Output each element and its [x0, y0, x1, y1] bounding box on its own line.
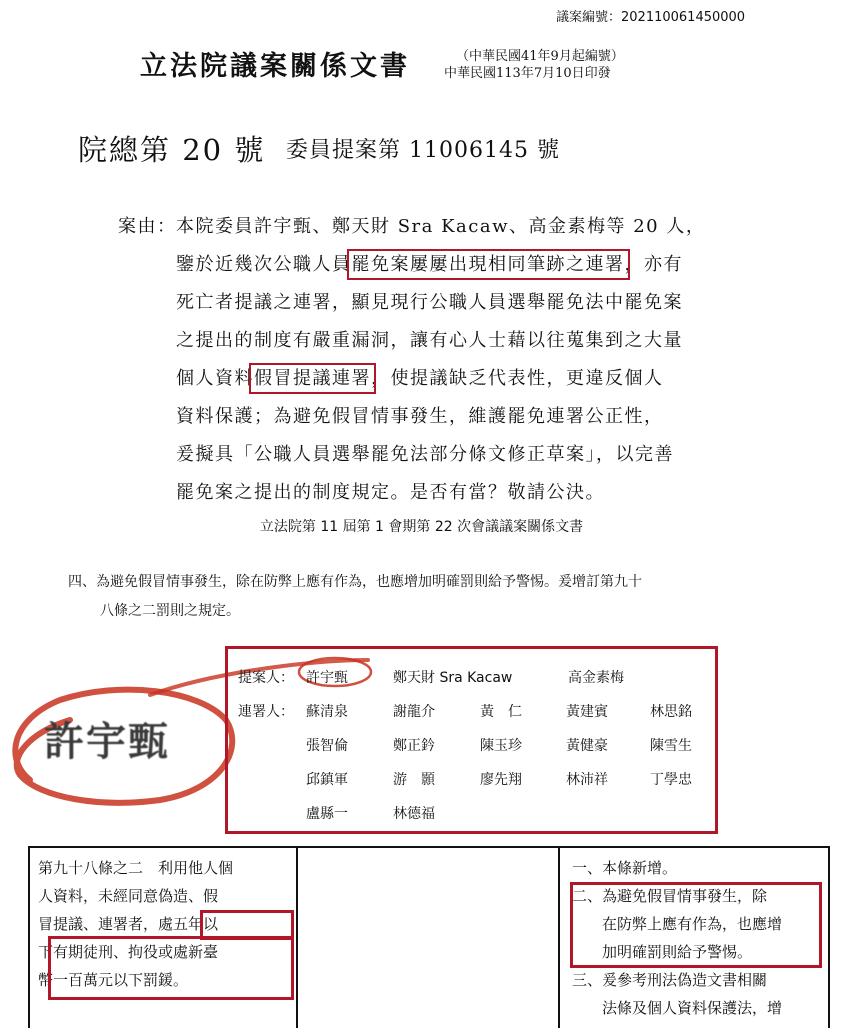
reason-line: 鑒於近幾次公職人員罷免案屢屢出現相同筆跡之連署，亦有 [176, 254, 683, 275]
highlight-penalty [48, 936, 294, 1000]
bill-serial-number: 議案編號：202110061450000 [556, 10, 746, 25]
cosigner-name: 謝龍介 [393, 704, 435, 720]
highlight-fake-signature: 假冒提議連署 [254, 368, 371, 389]
print-date: 中華民國113年7月10日印發 [444, 66, 611, 81]
proposer-name: 許宇甄 [306, 670, 348, 686]
reason-label: 案由： [118, 216, 177, 237]
reason-line: 罷免案之提出的制度規定。是否有當？敬請公決。 [176, 482, 605, 503]
cosigner-name: 黃 仁 [480, 704, 522, 720]
general-number: 院總第 20 號 [78, 133, 266, 167]
cosigner-label: 連署人： [238, 704, 294, 720]
cosigner-name: 林德福 [393, 806, 435, 822]
reason-line: 爰擬具「公職人員選舉罷免法部分條文修正草案」，以完善 [176, 444, 674, 465]
cosigner-name: 林沛祥 [566, 772, 608, 788]
edition-note: （中華民國41年9月起編號） [456, 49, 624, 64]
table-border-left [28, 848, 30, 1028]
table-border-right [828, 848, 830, 1028]
reason-line: 個人資料假冒提議連署，使提議缺乏代表性，更違反個人 [176, 368, 664, 389]
cosigner-name: 盧縣一 [306, 806, 348, 822]
cosigner-name: 黃建賓 [566, 704, 608, 720]
cosigner-name: 游 顥 [393, 772, 435, 788]
cosigner-name: 邱鎮軍 [306, 772, 348, 788]
proposer-name: 高金素梅 [568, 670, 624, 686]
session-footer: 立法院第 11 屆第 1 會期第 22 次會議議案關係文書 [259, 519, 584, 535]
article-text: 第九十八條之二 利用他人個 人資料，未經同意偽造、假 冒提議、連署者，處五年以 下有期徒刑、拘役或處新臺 幣一百萬元以下罰鍰。 [38, 859, 234, 989]
cosigner-name: 蘇清泉 [306, 704, 348, 720]
reason-line: 之提出的制度有嚴重漏洞，讓有心人士藉以往蒐集到之大量 [176, 330, 683, 351]
amendment-table [28, 846, 830, 1028]
cosigner-name: 廖先翔 [480, 772, 522, 788]
cosigner-name: 丁學忠 [650, 772, 692, 788]
proposal-number: 委員提案第 11006145 號 [286, 138, 560, 163]
signatory-box [225, 646, 718, 834]
cosigner-name: 鄭正鈐 [393, 738, 435, 754]
table-divider [296, 848, 298, 1028]
highlight-same-handwriting: 罷免案屢屢出現相同筆跡之連署 [351, 254, 625, 275]
reason-line: 死亡者提議之連署，顯見現行公職人員選舉罷免法中罷免案 [176, 292, 683, 313]
highlight-explanation [570, 882, 822, 968]
document-title: 立法院議案關係文書 [140, 51, 410, 82]
reason-line: 本院委員許宇甄、鄭天財 Sra Kacaw、高金素梅等 20 人， [176, 216, 706, 237]
cosigner-name: 林思銘 [650, 704, 692, 720]
cosigner-name: 張智倫 [306, 738, 348, 754]
cosigner-name: 陳雪生 [650, 738, 692, 754]
explanation-text: 一、本條新增。 二、為避免假冒情事發生，除 在防弊上應有作為，也應增 加明確罰則給予警惕。 三、爰參考刑法偽造文書相關 法條及個人資料保護法，增 [572, 859, 783, 1017]
proposer-name: 鄭天財 Sra Kacaw [393, 670, 513, 686]
proposer-label: 提案人： [238, 670, 294, 686]
case-reason [118, 212, 778, 502]
reason-line: 資料保護；為避免假冒情事發生，維護罷免連署公正性， [176, 406, 664, 427]
item-four: 四、為避免假冒情事發生，除在防弊上應有作為，也應增加明確罰則給予警惕。爰增訂第九十 八條之二罰則之規定。 [68, 574, 642, 619]
cosigner-name: 黃健豪 [566, 738, 608, 754]
cosigner-name: 陳玉珍 [480, 738, 522, 754]
table-divider [558, 848, 560, 1028]
enlarged-name-stamp: 許宇甄 [44, 719, 170, 765]
